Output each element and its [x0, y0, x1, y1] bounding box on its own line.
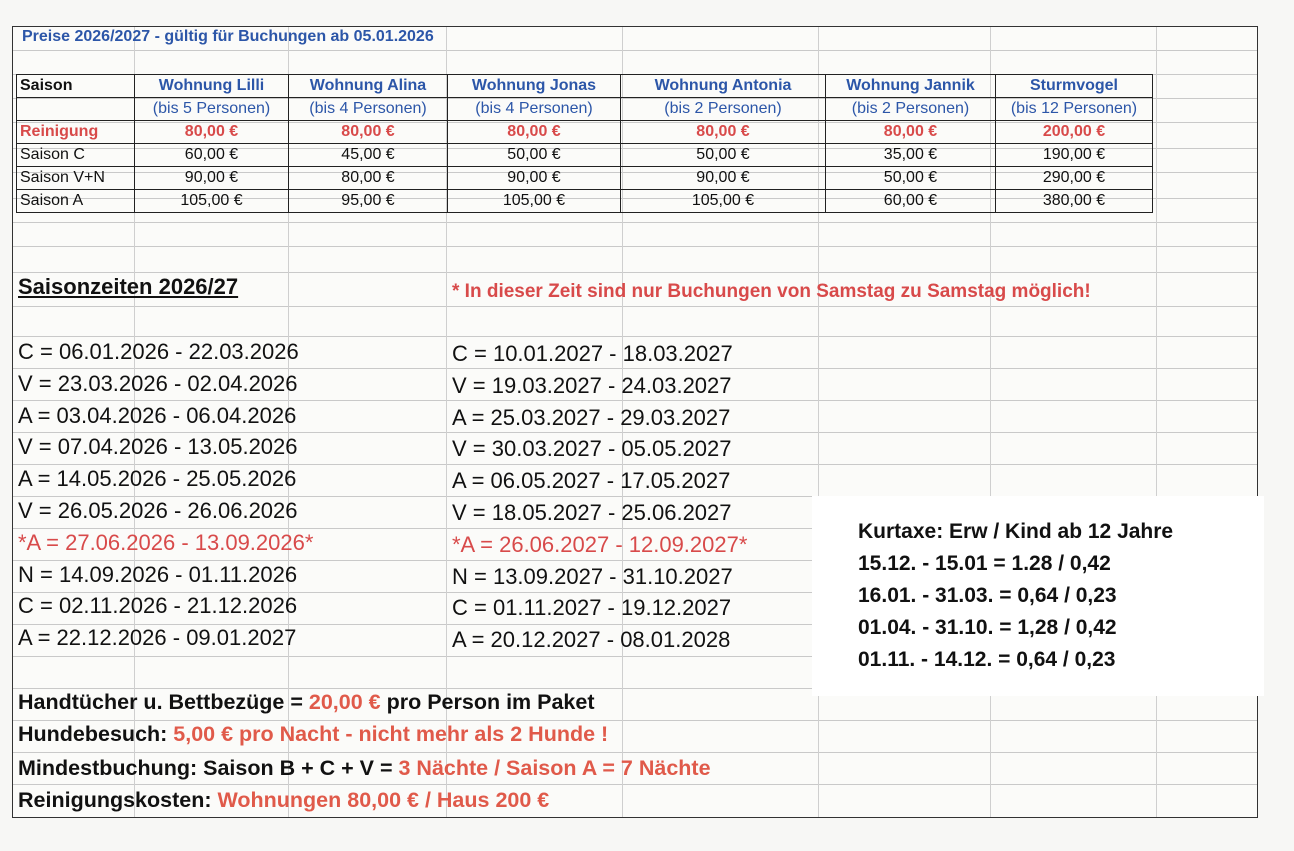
season-date-line: V = 18.05.2027 - 25.06.2027 — [452, 499, 732, 525]
cleaning-label: Reinigungskosten: — [18, 788, 218, 812]
season-date-line: V = 07.04.2026 - 13.05.2026 — [18, 434, 298, 460]
kurtaxe-line: 01.11. - 14.12. = 0,64 / 0,23 — [858, 648, 1116, 671]
towels-info — [18, 690, 595, 715]
season-dates-2026 — [18, 336, 313, 654]
dogs-text: 5,00 € pro Nacht - nicht mehr als 2 Hunde ! — [173, 722, 609, 746]
header-cell: Wohnung Alina — [289, 75, 448, 98]
gridline — [13, 246, 1257, 247]
capacity-cell: (bis 4 Personen) — [448, 98, 621, 121]
kurtaxe-line: 16.01. - 31.03. = 0,64 / 0,23 — [858, 584, 1117, 607]
season-dates-2027 — [452, 338, 747, 656]
capacity-cell: (bis 2 Personen) — [621, 98, 826, 121]
capacity-cell: (bis 12 Personen) — [996, 98, 1153, 121]
row-label: Saison C — [17, 144, 135, 167]
season-date-line: N = 13.09.2027 - 31.10.2027 — [452, 563, 733, 589]
minimum-label: Mindestbuchung: Saison B + C + V = — [18, 756, 399, 780]
gridline — [1156, 27, 1157, 817]
season-date-line-highlight: *A = 27.06.2026 - 13.09.2026* — [18, 529, 314, 555]
table-header-row — [17, 75, 1153, 98]
price-cell: 35,00 € — [826, 144, 996, 167]
table-row — [17, 190, 1153, 213]
header-cell: Wohnung Lilli — [135, 75, 289, 98]
price-cell: 60,00 € — [826, 190, 996, 213]
price-cell: 50,00 € — [621, 144, 826, 167]
page-title: Preise 2026/2027 - gültig für Buchungen ab 05.01.2026 — [22, 28, 434, 45]
table-row — [17, 167, 1153, 190]
gridline — [13, 272, 1257, 273]
price-cell: 105,00 € — [448, 190, 621, 213]
price-cell: 80,00 € — [289, 121, 448, 144]
season-date-line: C = 10.01.2027 - 18.03.2027 — [452, 341, 733, 366]
row-label: Saison V+N — [17, 167, 135, 190]
price-cell: 90,00 € — [621, 167, 826, 190]
price-cell: 80,00 € — [135, 121, 289, 144]
price-table — [16, 74, 1153, 213]
towels-suffix: pro Person im Paket — [380, 690, 595, 714]
season-date-line: V = 19.03.2027 - 24.03.2027 — [452, 372, 732, 398]
price-cell: 90,00 € — [448, 167, 621, 190]
capacity-cell: (bis 4 Personen) — [289, 98, 448, 121]
season-date-line: V = 26.05.2026 - 26.06.2026 — [18, 497, 298, 523]
minimum-separator: / — [488, 756, 507, 780]
gridline — [13, 752, 1257, 753]
minimum-booking-info — [18, 756, 711, 781]
header-cell: Wohnung Jonas — [448, 75, 621, 98]
header-cell: Wohnung Antonia — [621, 75, 826, 98]
season-date-line: C = 02.11.2026 - 21.12.2026 — [18, 593, 298, 619]
season-date-line: A = 03.04.2026 - 06.04.2026 — [18, 402, 297, 428]
gridline — [13, 720, 1257, 721]
towels-label: Handtücher u. Bettbezüge = — [18, 690, 309, 714]
capacity-cell: (bis 2 Personen) — [826, 98, 996, 121]
dogs-label: Hundebesuch: — [18, 722, 174, 746]
season-date-line: A = 25.03.2027 - 29.03.2027 — [452, 404, 731, 430]
towels-price: 20,00 € — [308, 690, 381, 714]
header-cell: Sturmvogel — [996, 75, 1153, 98]
price-cell: 50,00 € — [448, 144, 621, 167]
season-date-line: A = 14.05.2026 - 25.05.2026 — [18, 466, 297, 492]
kurtaxe-line: 15.12. - 15.01 = 1.28 / 0,42 — [858, 552, 1111, 575]
dogs-info — [18, 722, 608, 747]
season-date-line: A = 20.12.2027 - 08.01.2028 — [452, 627, 731, 653]
price-cell: 80,00 € — [621, 121, 826, 144]
price-cell: 105,00 € — [621, 190, 826, 213]
season-date-line: V = 23.03.2026 - 02.04.2026 — [18, 370, 298, 396]
price-cell: 95,00 € — [289, 190, 448, 213]
row-label: Reinigung — [17, 121, 135, 144]
price-cell: 60,00 € — [135, 144, 289, 167]
row-label: Saison A — [17, 190, 135, 213]
price-cell: 50,00 € — [826, 167, 996, 190]
price-cell: 105,00 € — [135, 190, 289, 213]
price-cell: 200,00 € — [996, 121, 1153, 144]
season-date-line-highlight: *A = 26.06.2027 - 12.09.2027* — [452, 531, 748, 557]
price-cell: 45,00 € — [289, 144, 448, 167]
corner-cell: Saison — [17, 75, 135, 98]
table-row-reinigung — [17, 121, 1153, 144]
season-date-line: C = 01.11.2027 - 19.12.2027 — [452, 595, 732, 621]
kurtaxe-box — [812, 496, 1264, 696]
minimum-nights-b: Saison A = 7 Nächte — [506, 756, 711, 780]
price-cell: 380,00 € — [996, 190, 1153, 213]
header-cell: Wohnung Jannik — [826, 75, 996, 98]
season-date-line: C = 06.01.2026 - 22.03.2026 — [18, 339, 299, 364]
minimum-nights-a: 3 Nächte — [398, 756, 489, 780]
price-cell: 80,00 € — [289, 167, 448, 190]
price-cell: 90,00 € — [135, 167, 289, 190]
season-date-line: N = 14.09.2026 - 01.11.2026 — [18, 561, 298, 587]
table-row — [17, 144, 1153, 167]
kurtaxe-heading: Kurtaxe: Erw / Kind ab 12 Jahre — [858, 520, 1174, 543]
gridline — [13, 222, 1257, 223]
empty-cell — [17, 98, 135, 121]
cleaning-info — [18, 788, 549, 813]
price-cell: 290,00 € — [996, 167, 1153, 190]
gridline — [13, 50, 1257, 51]
season-date-line: V = 30.03.2027 - 05.05.2027 — [452, 436, 732, 462]
saturday-note: * In dieser Zeit sind nur Buchungen von Samstag zu Samstag möglich! — [452, 281, 1091, 302]
gridline — [13, 306, 1257, 307]
price-cell: 190,00 € — [996, 144, 1153, 167]
kurtaxe-line: 01.04. - 31.10. = 1,28 / 0,42 — [858, 616, 1117, 639]
capacity-cell: (bis 5 Personen) — [135, 98, 289, 121]
gridline — [13, 784, 1257, 785]
season-date-line: A = 06.05.2027 - 17.05.2027 — [452, 468, 731, 494]
price-cell: 80,00 € — [826, 121, 996, 144]
table-subheader-row — [17, 98, 1153, 121]
cleaning-text: Wohnungen 80,00 € / Haus 200 € — [217, 788, 550, 812]
season-date-line: A = 22.12.2026 - 09.01.2027 — [18, 625, 297, 651]
season-times-title: Saisonzeiten 2026/27 — [18, 274, 239, 299]
price-cell: 80,00 € — [448, 121, 621, 144]
